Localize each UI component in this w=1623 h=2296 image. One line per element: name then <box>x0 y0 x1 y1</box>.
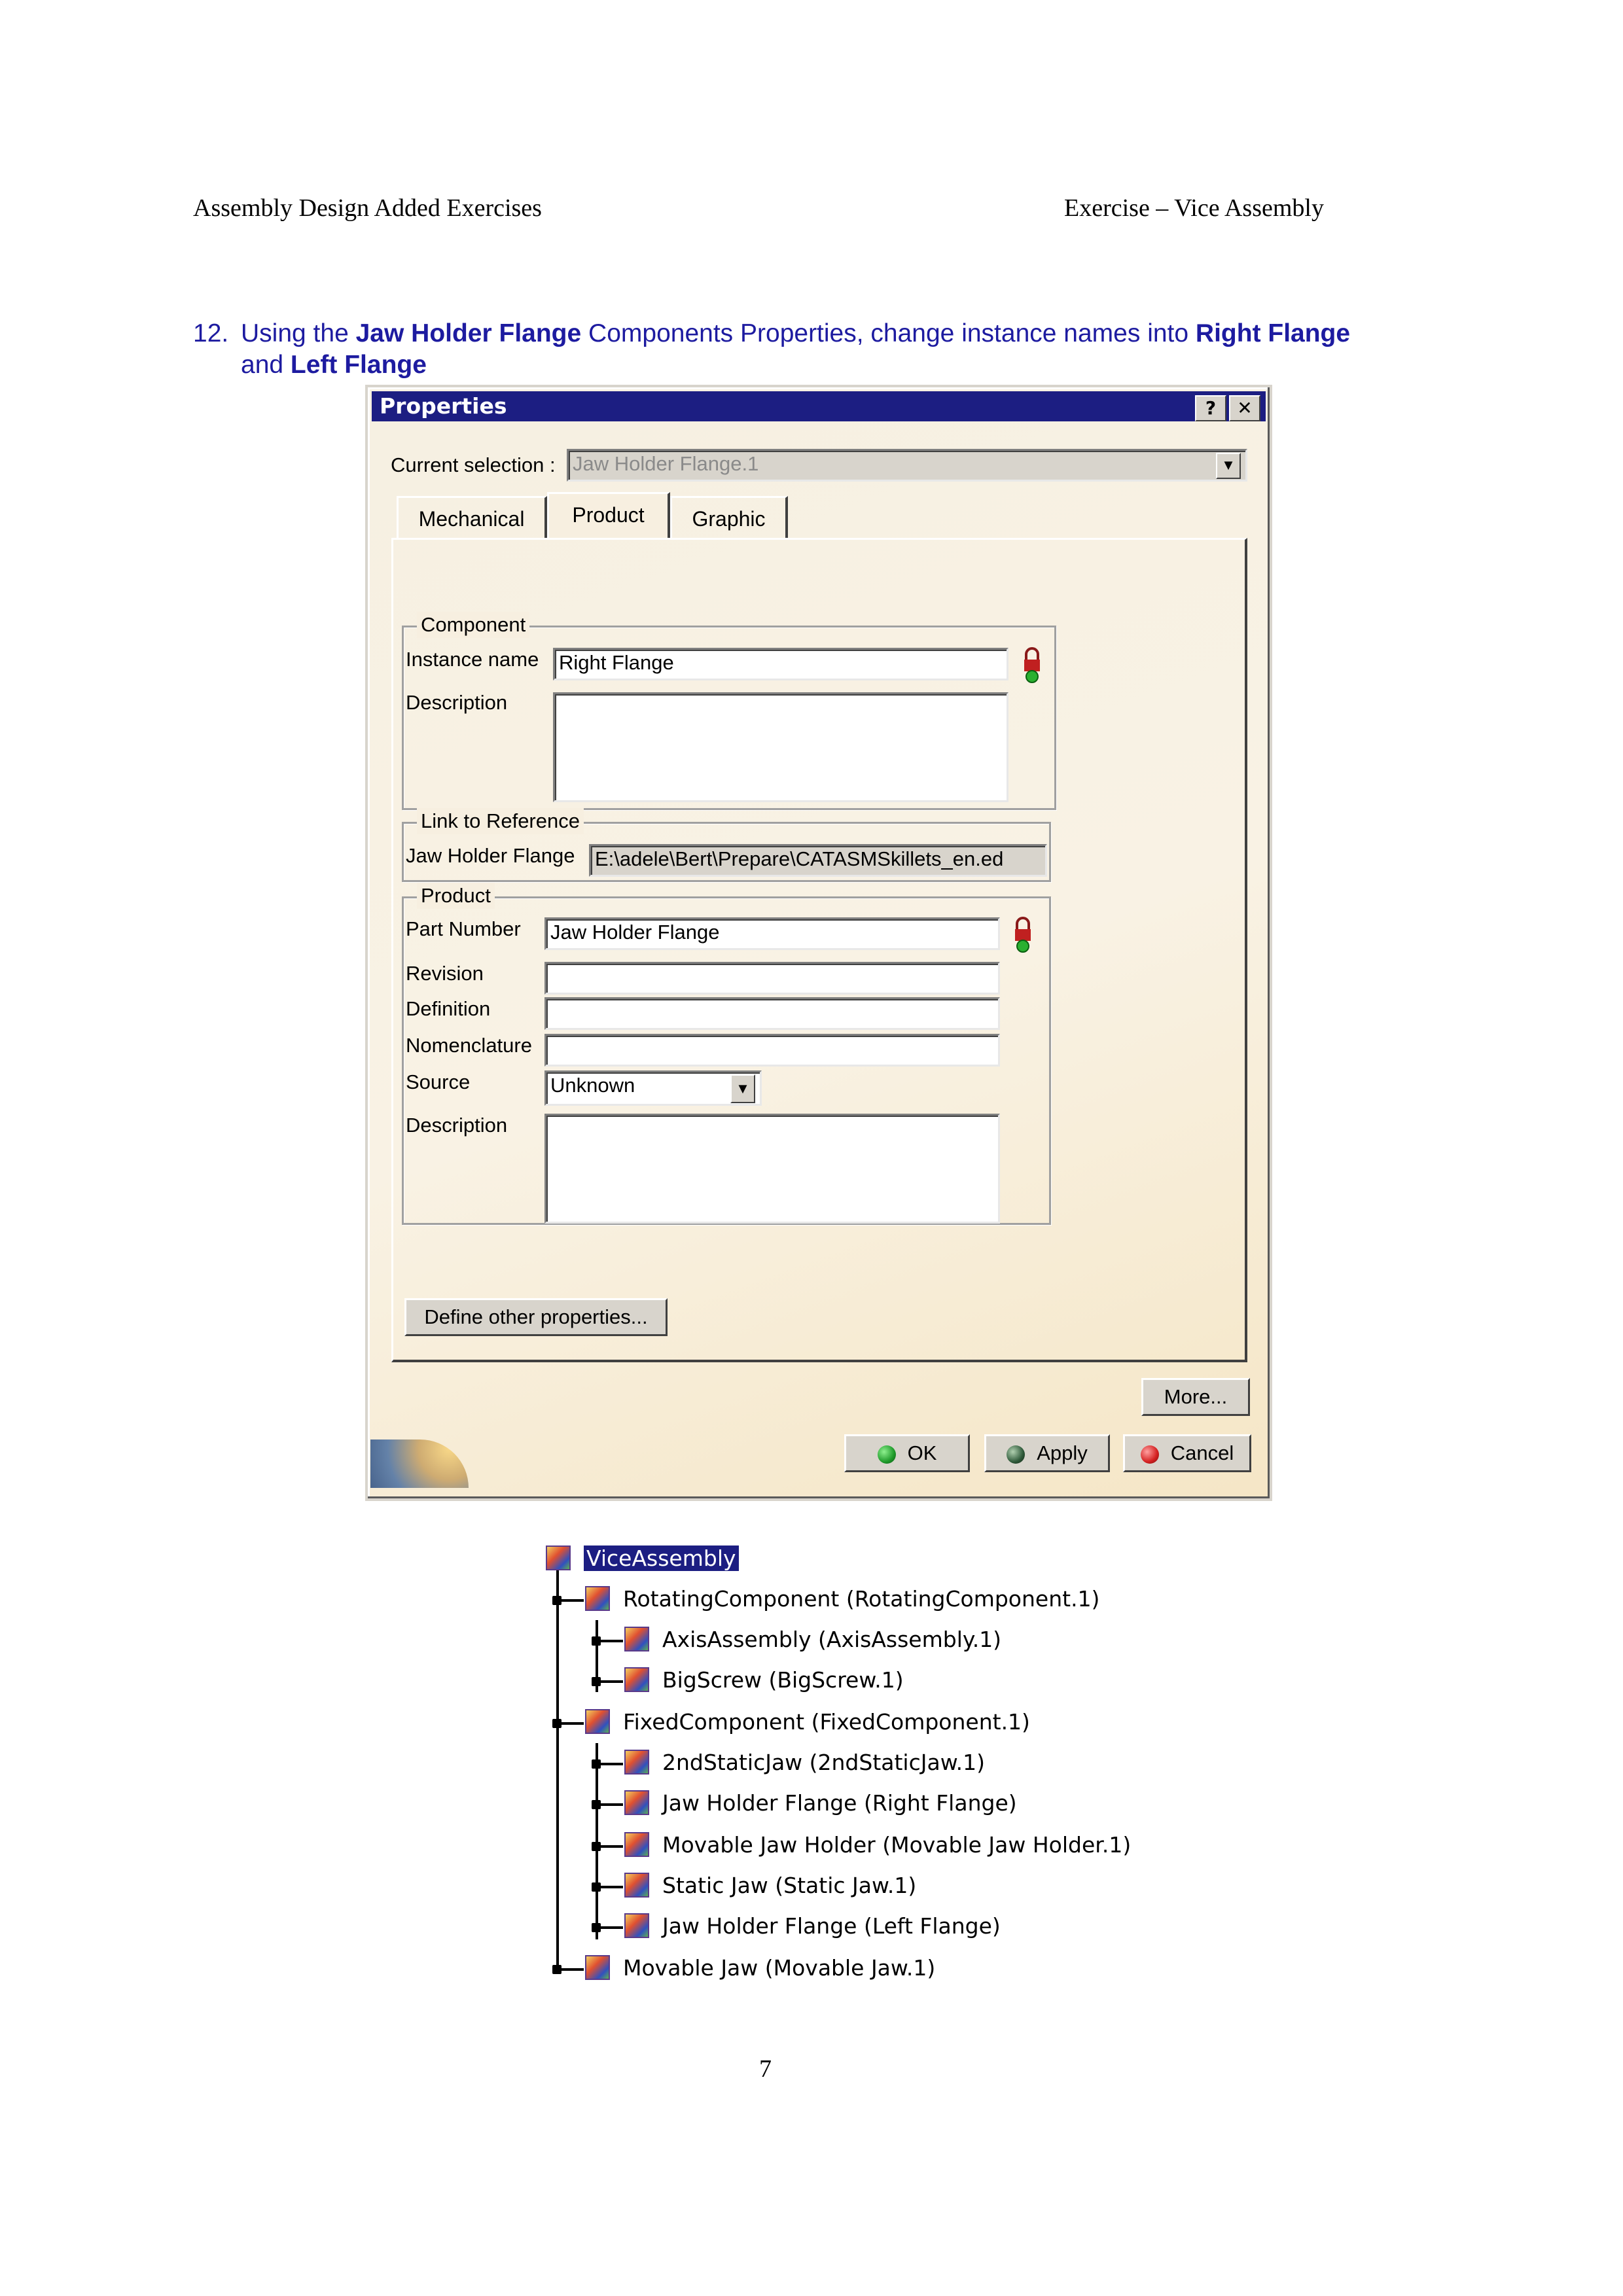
apply-button[interactable] <box>984 1434 1110 1472</box>
instruction-step <box>193 318 1436 381</box>
cancel-label: Cancel <box>1170 1441 1234 1464</box>
expand-collapse-icon[interactable] <box>592 1677 601 1686</box>
tree-root-label: ViceAssembly <box>584 1545 739 1571</box>
expand-collapse-icon[interactable] <box>552 1965 562 1974</box>
instance-name-input[interactable]: Right Flange <box>553 648 1008 680</box>
dialog-title: Properties <box>380 393 507 419</box>
step-bold-a: Jaw Holder Flange <box>355 319 582 347</box>
tab-mechanical[interactable]: Mechanical <box>397 496 547 538</box>
tree-root[interactable] <box>584 1544 739 1573</box>
definition-input[interactable] <box>544 997 1000 1030</box>
tree-item-2ndstaticjaw[interactable]: 2ndStaticJaw (2ndStaticJaw.1) <box>662 1750 986 1775</box>
tab-product[interactable]: Product <box>547 492 670 539</box>
tree-item-axisassembly[interactable]: AxisAssembly (AxisAssembly.1) <box>662 1627 1002 1652</box>
ok-button[interactable] <box>844 1434 970 1472</box>
cancel-icon <box>1141 1445 1159 1464</box>
expand-collapse-icon[interactable] <box>552 1596 562 1605</box>
step-text-a: Using the <box>241 319 356 347</box>
cancel-button[interactable] <box>1123 1434 1251 1472</box>
help-button[interactable]: ? <box>1195 395 1226 421</box>
part-icon[interactable] <box>624 1750 649 1775</box>
tab-graphic[interactable]: Graphic <box>670 496 788 538</box>
page-number: 7 <box>759 2055 772 2083</box>
expand-collapse-icon[interactable] <box>592 1923 601 1932</box>
nomenclature-label: Nomenclature <box>406 1034 532 1057</box>
component-legend: Component <box>417 612 529 638</box>
product-description-input[interactable] <box>544 1114 1000 1224</box>
tree-item-fixedcomponent[interactable]: FixedComponent (FixedComponent.1) <box>623 1709 1030 1735</box>
step-bold-b: Right Flange <box>1195 319 1351 347</box>
tree-item-left-flange[interactable]: Jaw Holder Flange (Left Flange) <box>662 1913 1001 1939</box>
ok-label: OK <box>907 1441 937 1464</box>
part-icon[interactable] <box>624 1913 649 1938</box>
part-icon[interactable] <box>624 1873 649 1898</box>
definition-label: Definition <box>406 997 491 1020</box>
expand-collapse-icon[interactable] <box>552 1719 562 1728</box>
dialog-title-bar[interactable] <box>372 391 1266 421</box>
tree-item-movable-jaw-holder[interactable]: Movable Jaw Holder (Movable Jaw Holder.1) <box>662 1832 1132 1858</box>
expand-collapse-icon[interactable] <box>592 1636 601 1646</box>
product-icon[interactable] <box>546 1545 571 1570</box>
tree-connector <box>556 1557 559 1969</box>
part-number-label: Part Number <box>406 917 521 940</box>
apply-label: Apply <box>1037 1441 1088 1464</box>
part-icon[interactable] <box>585 1955 610 1980</box>
component-description-input[interactable] <box>553 692 1008 802</box>
more-button[interactable]: More... <box>1141 1378 1250 1416</box>
instance-name-label: Instance name <box>406 648 539 671</box>
close-button[interactable]: ✕ <box>1229 395 1260 421</box>
revision-label: Revision <box>406 962 484 985</box>
tree-item-right-flange[interactable]: Jaw Holder Flange (Right Flange) <box>662 1790 1017 1816</box>
tree-item-movable-jaw[interactable]: Movable Jaw (Movable Jaw.1) <box>623 1955 936 1981</box>
step-text-b: Components Properties, change instance names into <box>581 319 1196 347</box>
part-number-input[interactable]: Jaw Holder Flange <box>544 917 1000 950</box>
tree-item-rotatingcomponent[interactable]: RotatingComponent (RotatingComponent.1) <box>623 1586 1100 1612</box>
header-left: Assembly Design Added Exercises <box>193 194 542 222</box>
part-icon[interactable] <box>624 1667 649 1692</box>
current-selection-label: Current selection : <box>391 453 556 476</box>
expand-collapse-icon[interactable] <box>592 1800 601 1809</box>
nomenclature-input[interactable] <box>544 1034 1000 1067</box>
link-reference-label: Jaw Holder Flange <box>406 844 575 867</box>
source-select[interactable]: Unknown <box>544 1070 762 1106</box>
define-other-properties-button[interactable]: Define other properties... <box>404 1298 668 1336</box>
link-reference-legend: Link to Reference <box>417 808 584 834</box>
part-icon[interactable] <box>624 1790 649 1815</box>
product-description-label: Description <box>406 1114 508 1137</box>
tree-item-static-jaw[interactable]: Static Jaw (Static Jaw.1) <box>662 1873 917 1898</box>
lock-icon[interactable] <box>1022 646 1042 684</box>
lock-icon[interactable] <box>1013 916 1033 954</box>
link-reference-path: E:\adele\Bert\Prepare\CATASMSkillets_en.ed <box>589 844 1047 877</box>
source-label: Source <box>406 1070 471 1093</box>
step-text-c: and <box>241 351 291 379</box>
product-icon[interactable] <box>585 1709 610 1734</box>
product-icon[interactable] <box>585 1586 610 1611</box>
step-number: 12. <box>193 319 229 347</box>
chevron-down-icon[interactable]: ▼ <box>730 1074 755 1103</box>
component-description-label: Description <box>406 691 508 714</box>
revision-input[interactable] <box>544 962 1000 995</box>
step-bold-c: Left Flange <box>290 351 427 379</box>
current-selection-dropdown[interactable]: Jaw Holder Flange.1 <box>567 449 1247 482</box>
product-icon[interactable] <box>624 1627 649 1651</box>
tree-item-bigscrew[interactable]: BigScrew (BigScrew.1) <box>662 1667 904 1693</box>
product-legend: Product <box>417 883 495 909</box>
apply-icon <box>1007 1445 1025 1464</box>
ok-icon <box>878 1445 896 1464</box>
chevron-down-icon[interactable]: ▼ <box>1216 453 1241 479</box>
expand-collapse-icon[interactable] <box>592 1882 601 1892</box>
header-right: Exercise – Vice Assembly <box>1064 194 1324 222</box>
expand-collapse-icon[interactable] <box>592 1759 601 1769</box>
tree-connector <box>596 1743 598 1939</box>
part-icon[interactable] <box>624 1832 649 1857</box>
expand-collapse-icon[interactable] <box>592 1842 601 1851</box>
